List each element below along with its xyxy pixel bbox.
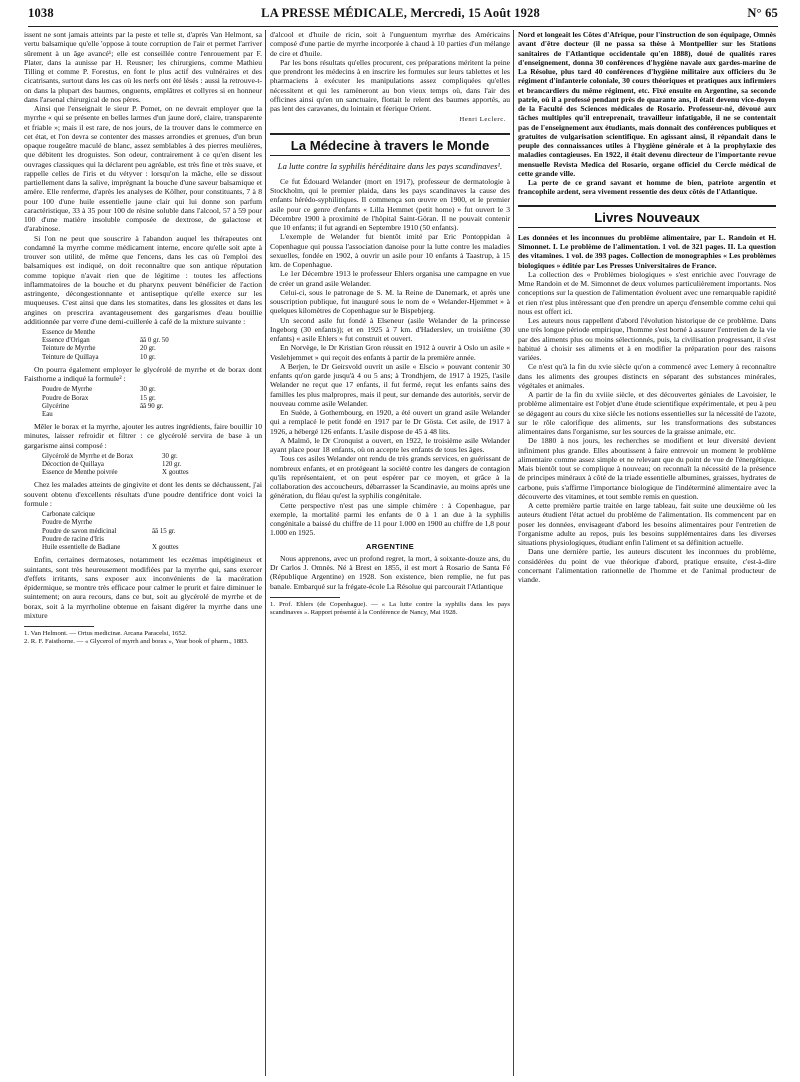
- ingredient: Teinture de Quillaya: [42, 353, 99, 361]
- footnote: 1. Van Helmont. — Ortus medicinæ. Arcana Paracelsi, 1652.: [24, 630, 187, 637]
- ingredient: Essence d'Origan: [42, 337, 90, 345]
- quantity: [152, 519, 212, 527]
- book-reference: Les données et les inconnues du problème alimentaire, par L. Randoin et H. Simonnet. I. Le problème de l'alimentation. 1 vol. de 321 pages. II. La question des vitamines. 1 vol. de 393 pages. Collection de monographies « Les problèmes biologiques » éditée par Les Presses Universitaires de France.: [518, 232, 776, 270]
- ingredient: Poudre de racine d'Iris: [42, 535, 104, 543]
- ingredient: Essence de Menthe: [42, 329, 96, 336]
- ingredient: Essence de Menthe poivrée: [42, 469, 118, 477]
- ingredient: Poudre de Borax: [42, 394, 89, 402]
- section-title: Livres Nouveaux: [518, 205, 776, 228]
- paragraph: A Malmö, le Dr Cronquist a ouvert, en 1922, le troisième asile Welander ayant place pour 18 enfants, où on accepte les enfants de tous les âges.: [270, 435, 510, 454]
- ingredient: Décoction de Quillaya: [42, 461, 104, 469]
- formula-glycerole: [42, 386, 262, 419]
- paragraph: En Norvège, le Dr Kristian Gron réussit en 1912 à ouvrir à Oslo un asile « Veslehjemmet » qui reçoit des enfants à partir de la première année.: [270, 343, 510, 362]
- quantity: X gouttes: [162, 469, 189, 477]
- paragraph: Nous apprenons, avec un profond regret, la mort, à soixante-douze ans, du Dr Carlos J. Omnès. Né à Brest en 1855, il est mort à Rosario de Santa Fé (République Argentine) en 1928. Son existence, bien remplie, ne fut pas banale. Embarqué sur la frégate-école La Résolue qui parcourait l'Atlantique: [270, 553, 510, 591]
- formula-row: [42, 461, 262, 469]
- paragraph: Ainsi que l'enseignait le sieur P. Pomet, on ne devrait employer que la myrrhe « qui se présente en belles larmes d'un jaune doré, claire, transparente et friable »; mais il est rare, de nos jours, de la trouver dans le commerce en cet état, et l'on devra se contenter des masses arrondies et grenues, d'un brun opaque rougeâtre maculé de blanc, assez semblables à des pierres meulières, que débitent les droguistes. Son odeur, contrairement à ce qu'en disent les ouvrages classiques qui la déclarent peu agréable, est très fine et très suave, et rappelle celles de l'iris et du vétyver : lorsqu'on la mâche, elle se dissout partiellement dans la salive, imprégnant la bouche d'une saveur balsamique et amère. Elle renferme, d'après les analyses de Kölher, pour constituants, 7 à 8 pour 100 d'une huile essentielle jaune clair qui lui donne son parfum caractéristique, 33 à 35 pour 100 de résine soluble dans l'alcool, 57 à 59 pour 100 d'une matière insoluble composée de dextrose, de galactose et d'arabinose.: [24, 104, 262, 234]
- paragraph: Mêler le borax et la myrrhe, ajouter les autres ingrédients, faire bouillir 10 minutes, laisser refroidir et filtrer : ce glycérolé servira de base à un gargarisme ainsi composé :: [24, 422, 262, 450]
- paragraph: Les auteurs nous rappellent d'abord l'évolution historique de ce problème. Dans une très longue période empirique, l'homme s'est borné à assurer l'entretien de la vie par des aliments plus ou moins sélectionnés, puis, la civilisation progressant, il s'est habitué à choisir ses aliments et à en modifier la préparation pour des raisons variées.: [518, 316, 776, 362]
- paragraph: De 1880 à nos jours, les recherches se modifient et leur diversité devient infiniment plus grande. Elles aboutissent à faire entrevoir un moment le problème alimentaire comme assez simple et ne relevant que du point de vue de l'énergétique. Mais bientôt tout se complique à nouveau; on reconnaît la nécessité de la présence de principes minéraux à côté de la triade essentielle albumines, graisses, hydrates de carbone, puis s'affirme l'importance biologique de l'indéterminé alimentaire avec la découverte des vitamines, et tout semble remis en question.: [518, 436, 776, 501]
- quantity: 30 gr.: [162, 452, 178, 460]
- paragraph: Chez les malades atteints de gingivite et dont les dents se déchaussent, j'ai souvent obtenu d'excellents résultats d'une poudre dentifrice dont voici la formule :: [24, 480, 262, 508]
- quantity: [152, 536, 212, 544]
- formula-mixture: [42, 329, 262, 362]
- footnote-rule: [24, 626, 94, 627]
- header-rule: [28, 26, 778, 27]
- page-header: [28, 6, 778, 24]
- paragraph: En Suède, à Gothembourg, en 1920, a été ouvert un grand asile Welander qui a remplacé le petit fondé en 1917 par le Dr Gösta. Cet asile, de 1917 à 1926, a hébergé 126 enfants. L'asile dispose de 45 à 48 lits.: [270, 408, 510, 436]
- formula-row: [42, 329, 262, 337]
- footnote-rule: [270, 597, 340, 598]
- paragraph: Celui-ci, sous le patronage de S. M. la Reine de Danemark, et après une souscription publique, fut inauguré sous le nom de « Welander-Hjemmet » à quelques kilomètres de Copenhague sur le Bispebjerg.: [270, 287, 510, 316]
- formula-gargarisme: [42, 453, 262, 478]
- quantity: [140, 329, 200, 337]
- paragraph: issent ne sont jamais atteints par la peste et telle st, d'après Van Helmont, sa vertu balsamique qu'elle 'oppose à toute corruption de l'air et permet l'arriver sûrement à un âge avancé¹; elle est conseillée contre l'enrouement par F. Plater, dans la aunisse par H. Reusner; les chirurgiens, comme Mathieu Tilling et comme P. Forestus, en font le plus actif des vulnéraires et des cicatrisants, surtout dans les cas où les nerfs ont été lésés : aussi la retrouve-t-on dans la plupart des baumes, onguents, emplâtres et collyres si en honneur dans l'arsenal chirurgical de nos pères.: [24, 30, 262, 104]
- article-subtitle: La lutte contre la syphilis héréditaire dans les pays scandinaves¹.: [277, 160, 503, 171]
- quantity: ââ 90 gr.: [140, 402, 164, 410]
- ingredient: Teinture de Myrrhe: [42, 345, 96, 353]
- formula-row: [42, 395, 262, 403]
- paragraph: L'exemple de Welander fut bientôt imité par Eric Pontoppidan à Copenhague qui poussa l'association danoise pour la lutte contre les maladies sexuelles, fondée en 1902, à ouvrir un asile pour 10 enfants à Taastrup, à 15 km. de Copenhague.: [270, 232, 510, 269]
- formula-row: [42, 354, 262, 362]
- quantity: [140, 411, 200, 419]
- paragraph: On pourra également employer le glycérolé de myrrhe et de borax dont Faisthorne a indiqué la formule² :: [24, 364, 262, 384]
- formula-row: [42, 536, 262, 544]
- paragraph: La perte de ce grand savant et homme de bien, patriote argentin et francophile ardent, sera vivement ressentie des deux côtés de l'Atlantique.: [518, 178, 776, 197]
- quantity: 15 gr.: [140, 394, 156, 402]
- issue-number: N° 65: [747, 6, 778, 20]
- quantity: 10 gr.: [140, 353, 156, 361]
- paragraph: Un second asile fut fondé à Elseneur (asile Welander de la princesse Ingeborg (30 enfants)); et en 1925 à 7 km. d'Haderslev, un troisième (30 enfants) « asile Ehlers » fut construit et ouvert.: [270, 315, 510, 343]
- formula-poudre-dentifrice: [42, 511, 262, 552]
- page-number: 1038: [28, 6, 54, 20]
- formula-row: [42, 528, 262, 536]
- ingredient: Glycérolé de Myrrhe et de Borax: [42, 452, 134, 460]
- ingredient: Poudre de Myrrhe: [42, 519, 93, 527]
- quantity: 30 gr.: [140, 386, 156, 394]
- ingredient: Poudre de savon médicinal: [42, 527, 117, 535]
- ingredient: Glycérine: [42, 402, 70, 410]
- paragraph: Ce n'est qu'à la fin du xvie siècle qu'on a commencé avec Lemery à reconnaître dans les aliments des groupes distincts en séparant des substances minérales, végétales et animales.: [518, 362, 776, 390]
- paragraph: Cette perspective n'est pas une simple chimère : à Copenhague, par exemple, la mortalité parmi les enfants de 0 à 1 an due à la syphilis congénitale a baissé du chiffre de 11 pour 1.000 en 1900 au chiffre de 1,8 pour 1.000 en 1925.: [270, 500, 510, 538]
- author-signature: Henri Leclerc.: [459, 116, 506, 124]
- subsection-heading: ARGENTINE: [365, 541, 415, 551]
- paragraph: Le 1er Décembre 1913 le professeur Ehlers organisa une campagne en vue de créer un grand asile Welander.: [270, 269, 510, 288]
- paragraph: d'alcool et d'huile de ricin, soit à l'unguentum myrrhæ des Américains composé d'une partie de myrrhe incorporée à chaud à 10 parties d'un mélange de cire et d'huile.: [270, 30, 510, 58]
- footnote: 2. R. F. Faisthorne. — « Glycerol of myrrh and borax », Year book of pharm., 1883.: [24, 638, 249, 645]
- column-3: [518, 30, 776, 1076]
- column-1: [24, 30, 262, 1076]
- formula-row: [42, 519, 262, 527]
- column-divider: [265, 30, 266, 1076]
- paragraph: A partir de la fin du xviiie siècle, et des découvertes géniales de Lavoisier, le problème alimentaire est l'objet d'une étude scientifique expérimentale, et peu à peu se dégagent au cours du xixe siècle les notions essentielles sur la nécessité de l'azote, sur le rôle calorifique des aliments, sur les transformations des substances alimentaires dans l'organisme, sur les sources de la graisse animale, etc.: [518, 390, 776, 436]
- ingredient: Poudre de Myrrhe: [42, 386, 93, 394]
- ingredient: Huile essentielle de Badiane: [42, 544, 121, 552]
- ingredient: Eau: [42, 410, 53, 418]
- ingredient: Carbonate calcique: [42, 511, 95, 519]
- paragraph: La collection des « Problèmes biologiques » s'est enrichie avec l'ouvrage de Mme Randoin et de M. Simonnet de deux volumes particulièrement importants. Nos conceptions sur la question de l'alimentation évoluent avec une remarquable rapidité et rien n'est plus intéressant que d'en prendre un aperçu d'ensemble comme celui qui nous est offert ici.: [518, 269, 776, 316]
- journal-title: LA PRESSE MÉDICALE, Mercredi, 15 Août 1928: [261, 6, 540, 20]
- column-2: [270, 30, 510, 1076]
- quantity: ââ 0 gr. 50: [140, 337, 169, 345]
- formula-row: [42, 469, 262, 477]
- formula-row: [42, 411, 262, 419]
- paragraph: Par les bons résultats qu'elles procurent, ces préparations méritent la peine que prendront les médecins à en inscrire les formules sur leurs tablettes et les pharmaciens à exécuter les manipulations assez compliquées qu'elles nécessitent et qui les ramèneront au bon vieux temps où, dans l'air des officines ainsi qu'en un sanctuaire, flottait le relent des baumes apportés, au pas lent des caravanes, du lointain et féerique Orient.: [270, 57, 510, 113]
- quantity: 120 gr.: [162, 461, 182, 469]
- formula-row: [42, 337, 262, 345]
- footnote: 1. Prof. Ehlers (de Copenhague). — « La lutte contre la syphilis dans les pays scandinaves ». Rapport présenté à la Conférence de Nancy, Mai 1928.: [270, 600, 510, 616]
- paragraph: Ce fut Édouard Welander (mort en 1917), professeur de dermatologie à Stockholm, qui le premier plaida, dans les pays scandinaves la cause des enfants hérédo-syphilitiques. Il commença son œuvre en 1900, et le premier asile pour ce genre d'enfants « Lilla Hemmet (petit home) » fut ouvert le 3 Décembre 1900 à proximité de l'hôpital Saint-Göran. Il ne pouvait contenir que 10 enfants; il fut agrandi en Septembre 1910 (50 enfants).: [270, 176, 510, 232]
- formula-row: [42, 345, 262, 353]
- formula-row: [42, 386, 262, 394]
- paragraph: Si l'on ne peut que souscrire à l'abandon auquel les thérapeutes ont condamné la myrrhe comme médicament interne, encore qu'elle soit apte à trouver son utilité, de même que l'encens, dans les cas où l'emploi des balsamiques est indiqué, on doit reconnaître que son antique réputation comme topique n'avait rien que de légitime : toutes les affections inflammatoires de la bouche et du pharynx peuvent bénéficier de l'action astringente, décongestionnante et antiseptique qu'elle exerce sur les muqueuses. C'est ainsi que dans les stomatites, dans les glossites et dans les angines on prescrira avantageusement des gargarismes d'eau bouillie additionnée par verre d'une demi-cuillerée à café de la mixture suivante :: [24, 233, 262, 326]
- section-title: La Médecine à travers le Monde: [270, 133, 510, 156]
- paragraph: A Berjen, le Dr Geirsvold ouvrit un asile « Elscio » pouvant contenir 30 enfants qu'on garde jusqu'à 4 ou 5 ans; à Trondhjem, de 1917 à 1925, l'asile Welander ne reçut que 17 enfants, il fut fermé, reçut les enfants sains des familles les plus malpropres, mais il peut, sur demande des autorités, servir de nouveau comme asile Welander.: [270, 361, 510, 408]
- formula-row: [42, 544, 262, 552]
- formula-row: [42, 453, 262, 461]
- quantity: 20 gr.: [140, 345, 156, 353]
- paragraph: Dans une dernière partie, les auteurs discutent les inconnues du problème, considérées du point de vue théorique d'abord, pratique ensuite, c'est-à-dire concernant l'alimentation rationnelle de l'homme et de l'animal producteur de viande.: [518, 547, 776, 584]
- quantity: ââ 15 gr.: [152, 527, 176, 535]
- formula-row: [42, 511, 262, 519]
- column-divider: [513, 30, 514, 1076]
- paragraph: A cette première partie traitée en large tableau, fait suite une deuxième où les auteurs étudient l'état actuel du problème de l'alimentation. Ils commencent par en poser les données, envisageant d'abord les besoins alimentaires pour l'entretien de l'organisme adulte au repos, puis les besoins supplémentaires dans les diverses situations physiologiques, étudiant enfin l'aliment et sa définition actuelle.: [518, 501, 776, 547]
- paragraph: Nord et longeait les Côtes d'Afrique, pour l'instruction de son équipage, Omnès avant d'être docteur (il ne passa sa thèse à Montpellier sur les Stations sanitaires de l'Atlantique occidentale qu'en 1888), doué de qualités rares d'enseignement, donna 30 conférences d'hygiène navale aux gardes-marine de La Résolue, plus tard 40 conférences d'hygiène militaire aux officiers du 3e régiment d'infanterie coloniale, 30 cours théoriques et pratiques aux infirmiers et brancardiers du même régiment, etc. Fixé ensuite en Argentine, sa seconde patrie, où il a professé pendant près de quarante ans, il était devenu vice-doyen de la Faculté des Sciences médicales de Rosario. Professeur-né, dévoué aux tâches multiples qu'il entreprenait, travailleur infatigable, il ne se contentait pas de l'enseignement aux étudiants, mais donnait des conférences publiques et gratuites de vulgarisation scientifique. En agissant ainsi, il répandait dans le peuple des connaissances utiles à l'hygiène générale et à la prophylaxie des maladies contagieuses. En 1922, il était devenu directeur de l'importante revue mensuelle Revista Medica del Rosario, organe officiel du Cercle médical de cette grande ville.: [518, 30, 776, 178]
- paragraph: Tous ces asiles Welander ont rendu de très grands services, en guérissant de nombreux enfants, et en protégeant la société contre les dangers de contagion qu'ils représentaient, et on peut espérer par ce moyen, et grâce à la collaboration des accoucheurs, débarrasser la Scandinavie, au moins après une génération, du fléau qu'est la syphilis congénitale.: [270, 454, 510, 501]
- formula-row: [42, 403, 262, 411]
- quantity: X gouttes: [152, 544, 179, 552]
- quantity: [152, 511, 212, 519]
- paragraph: Enfin, certaines dermatoses, notamment les eczémas impétigineux et suintants, sont très heureusement modifiées par la myrrhe qui, sans exercer d'effets irritants, sans exposer aux inconvénients de la macération épidermique, se montre très efficace pour calmer le prurit et faire diminuer le suintement; on aura recours, dans ce but, soit au glycérolé de myrrhe et de borax, soit à la myrrholine obtenue en faisant digérer la myrrhe dans une mixture: [24, 555, 262, 620]
